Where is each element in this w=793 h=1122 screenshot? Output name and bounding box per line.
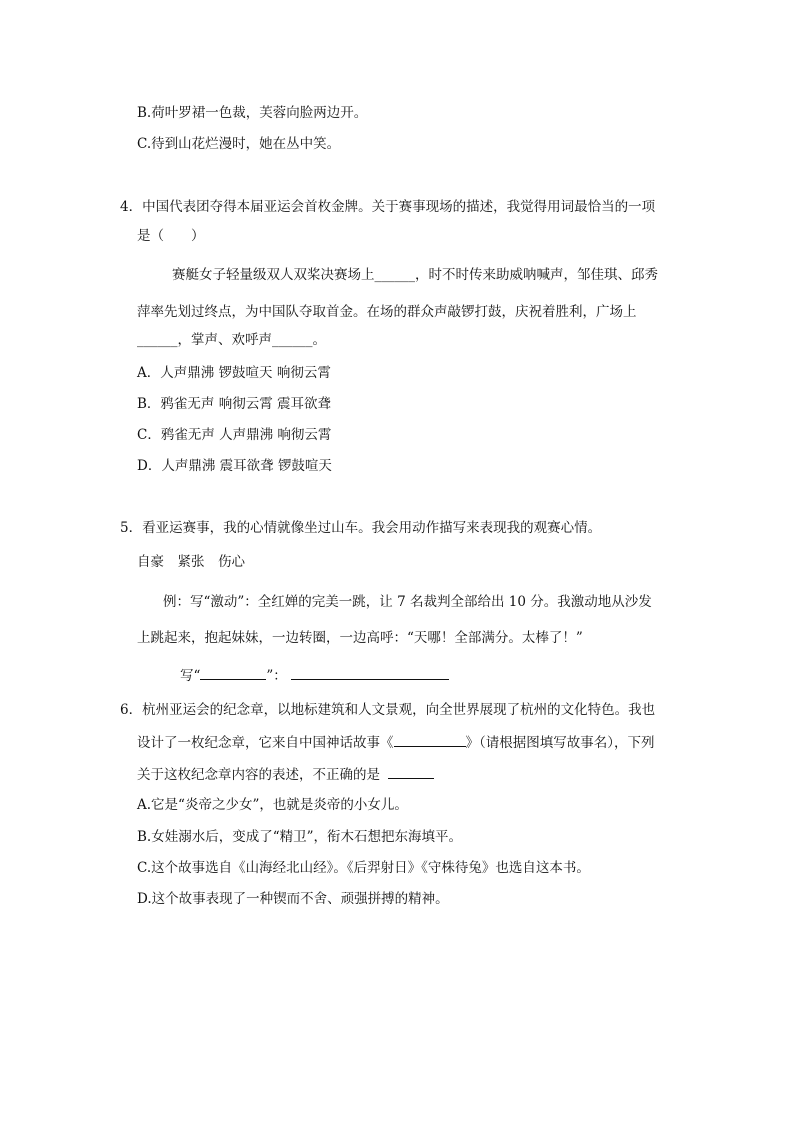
q6-line2-suffix: 》（请根据图填写故事名），下列 — [465, 735, 655, 751]
q5-example-line2: 上跳起来，抱起妹妹，一边转圈，一边高呼：“天哪！全部满分。太棒了！” — [137, 630, 583, 646]
q4-stem-line2: 是（ ） — [137, 228, 205, 244]
q6-option-a: A.它是“炎帝之少女”，也就是炎帝的小女儿。 — [137, 797, 408, 813]
q3-option-c: C.待到山花烂漫时，她在丛中笑。 — [137, 136, 341, 152]
q5-description-blank[interactable] — [291, 665, 449, 680]
q4-passage-line2: 萍率先划过终点，为中国队夺取首金。在场的群众声敲锣打鼓，庆祝着胜利，广场上 — [137, 304, 637, 320]
q4-passage-line3: ______，掌声、欢呼声______。 — [137, 332, 326, 348]
q6-option-c: C.这个故事选自《山海经北山经》。《后羿射日》《守株待兔》也选自这本书。 — [137, 860, 590, 876]
q4-stem-line1: 4．中国代表团夺得本届亚运会首枚金牌。关于赛事现场的描述，我觉得用词最恰当的一项 — [120, 199, 656, 215]
q6-option-b: B.女娃溺水后，变成了“精卫”，衔木石想把东海填平。 — [137, 829, 463, 845]
q4-option-b: B．鸦雀无声 响彻云霄 震耳欲聋 — [137, 396, 332, 412]
q5-emotion-blank[interactable] — [200, 665, 266, 680]
q6-line2-prefix: 设计了一枚纪念章，它来自中国神话故事《 — [137, 735, 394, 751]
q5-words: 自豪 紧张 伤心 — [137, 554, 245, 570]
q6-line1: 6．杭州亚运会的纪念章，以地标建筑和人文景观，向全世界展现了杭州的文化特色。我也 — [120, 702, 656, 718]
q6-line2 — [137, 732, 655, 753]
q5-write-prefix: 写“ — [180, 668, 201, 684]
q5-write-row — [180, 665, 449, 686]
q3-option-b: B.荷叶罗裙一色裁，芙蓉向脸两边开。 — [137, 105, 368, 121]
q5-example-line1: 例：写“激动”：全红婵的完美一跳，让 7 名裁判全部给出 10 分。我激动地从沙发 — [163, 594, 652, 610]
q6-answer-blank[interactable] — [388, 764, 434, 779]
q5-write-mid: ”： — [266, 668, 287, 684]
q6-option-d: D.这个故事表现了一种锲而不舍、顽强拼搏的精神。 — [137, 891, 449, 907]
q6-line3-text: 关于这枚纪念章内容的表述，不正确的是 — [137, 767, 380, 783]
q4-option-d: D．人声鼎沸 震耳欲聋 锣鼓喧天 — [137, 458, 332, 474]
q6-story-name-blank[interactable] — [394, 732, 466, 747]
q4-passage-line1: 赛艇女子轻量级双人双桨决赛场上______，时不时传来助威呐喊声，邹佳琪、邱秀 — [172, 267, 658, 283]
q5-stem: 5．看亚运赛事，我的心情就像坐过山车。我会用动作描写来表现我的观赛心情。 — [120, 520, 602, 536]
q6-line3 — [137, 764, 434, 785]
q4-option-c: C．鸦雀无声 人声鼎沸 响彻云霄 — [137, 427, 332, 443]
q4-option-a: A．人声鼎沸 锣鼓喧天 响彻云霄 — [137, 365, 331, 381]
